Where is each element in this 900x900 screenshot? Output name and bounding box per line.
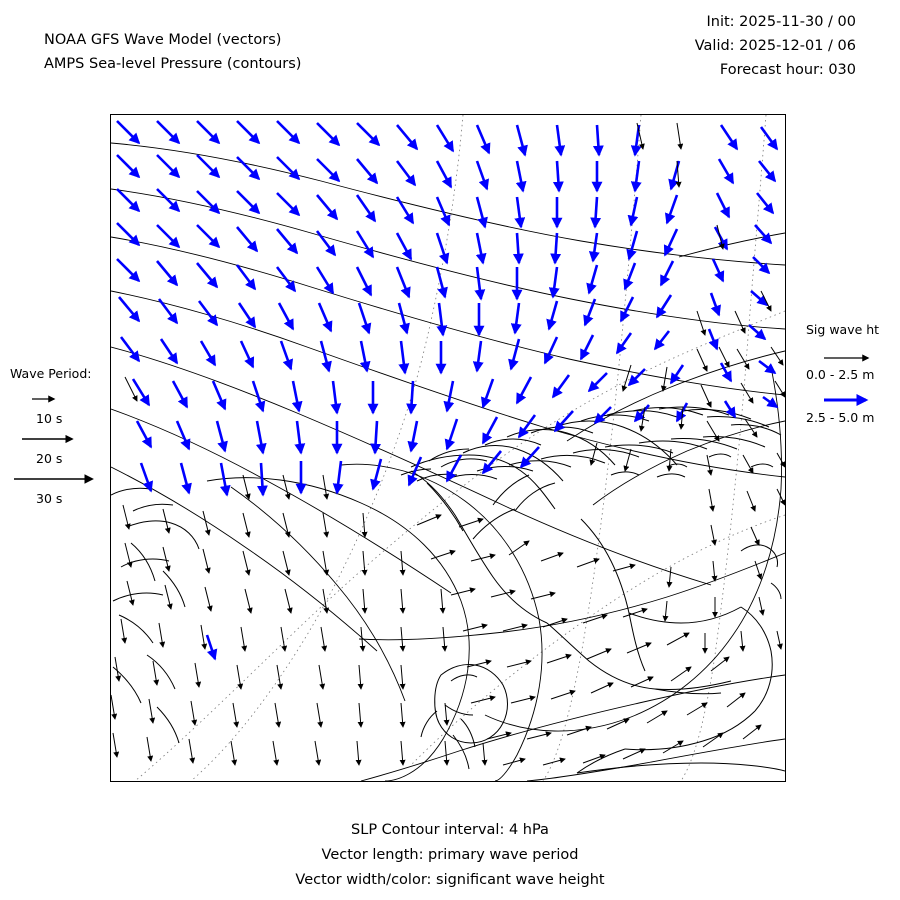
wave-period-legend-title: Wave Period: <box>10 366 92 381</box>
sig-wave-height-label-low: 0.0 - 2.5 m <box>806 367 875 382</box>
model-title-line-2: AMPS Sea-level Pressure (contours) <box>44 56 302 72</box>
wave-period-label-20s: 20 s <box>36 451 63 466</box>
footer-line-vector-width: Vector width/color: significant wave height <box>295 872 605 888</box>
wave-vectors-high <box>117 121 777 659</box>
forecast-hour-label: Forecast hour: 030 <box>719 62 856 78</box>
wave-period-label-10s: 10 s <box>36 411 63 426</box>
valid-time-label: Valid: 2025-12-01 / 06 <box>694 38 856 54</box>
graticule <box>135 115 785 781</box>
wave-period-label-30s: 30 s <box>36 491 63 506</box>
footer-line-vector-length: Vector length: primary wave period <box>321 847 579 863</box>
sig-wave-height-arrow-low <box>822 351 886 365</box>
footer-line-contour-interval: SLP Contour interval: 4 hPa <box>351 822 549 838</box>
map-canvas <box>111 115 785 781</box>
model-title-line-1: NOAA GFS Wave Model (vectors) <box>44 32 282 48</box>
wave-period-arrow-30s <box>10 473 106 485</box>
wave-period-arrow-20s <box>10 433 102 445</box>
sig-wave-height-arrow-high <box>822 392 886 408</box>
wave-period-arrow-10s <box>10 393 102 405</box>
wave-period-legend-item-10s <box>10 393 106 405</box>
footer-notes <box>0 818 900 893</box>
wave-period-legend <box>10 366 106 513</box>
sig-wave-height-label-high: 2.5 - 5.0 m <box>806 410 875 425</box>
title-block-left <box>44 28 301 76</box>
init-time-label: Init: 2025-11-30 / 00 <box>706 14 856 30</box>
wave-period-legend-item-20s <box>10 433 106 445</box>
map-panel[interactable] <box>110 114 786 782</box>
wave-period-legend-item-30s <box>10 473 106 485</box>
title-block-right <box>695 10 856 82</box>
sig-wave-height-legend <box>806 322 898 435</box>
sig-wave-height-legend-title: Sig wave ht <box>806 322 880 337</box>
